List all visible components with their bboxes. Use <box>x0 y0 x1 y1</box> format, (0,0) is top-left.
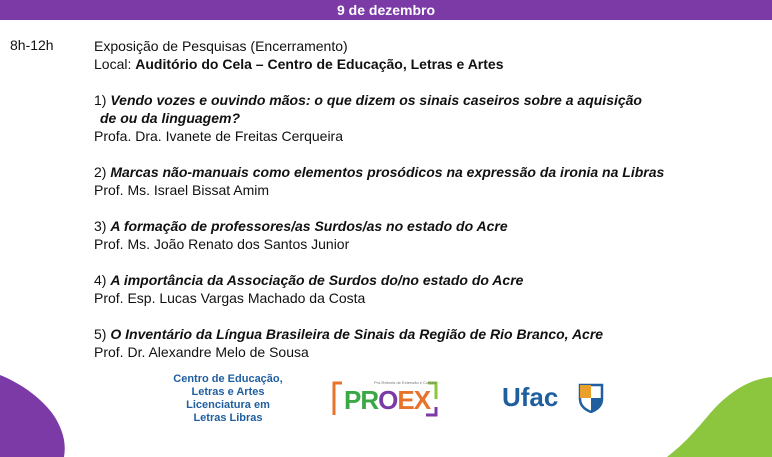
presentation-item-1 <box>94 91 754 145</box>
presentation-number: 3) <box>94 218 111 234</box>
purple-corner-shape <box>0 375 70 457</box>
session-location <box>94 55 754 73</box>
cela-logo-line: Letras e Artes <box>191 386 265 398</box>
session-content <box>94 37 754 361</box>
presentation-number: 2) <box>94 164 111 180</box>
presentation-title-line1: A formação de professores/as Surdos/as no estado do Acre <box>110 218 508 234</box>
location-value: Auditório do Cela – Centro de Educação, Letras e Artes <box>135 56 504 72</box>
presentation-title-line1: Vendo vozes e ouvindo mãos: o que dizem os sinais caseiros sobre a aquisição <box>110 92 642 108</box>
presentation-speaker: Prof. Esp. Lucas Vargas Machado da Costa <box>94 290 366 306</box>
presentation-title-line1: O Inventário da Língua Brasileira de Sinais da Região de Rio Branco, Acre <box>110 326 604 342</box>
presentation-title <box>94 163 754 181</box>
presentation-number: 5) <box>94 326 111 342</box>
proex-wordmark <box>344 385 430 415</box>
session-title: Exposição de Pesquisas (Encerramento) <box>94 38 348 54</box>
proex-part: EX <box>397 385 431 415</box>
presentation-speaker: Profa. Dra. Ivanete de Freitas Cerqueira <box>94 128 344 144</box>
presentation-item-5 <box>94 325 754 361</box>
proex-logo <box>330 377 440 421</box>
presentation-title-line1: Marcas não-manuais como elementos prosódicos na expressão da ironia na Libras <box>110 164 665 180</box>
presentation-title <box>94 271 754 289</box>
presentation-title-line1: A importância da Associação de Surdos do/no estado do Acre <box>110 272 524 288</box>
presentation-title <box>94 91 754 127</box>
presentation-number: 4) <box>94 272 111 288</box>
presentation-title <box>94 325 754 343</box>
proex-part: PR <box>344 385 379 415</box>
cela-logo-line: Letras Libras <box>193 412 263 424</box>
presentation-title <box>94 217 754 235</box>
proex-part: O <box>378 385 398 415</box>
presentation-item-2 <box>94 163 754 199</box>
ufac-wordmark: Ufac <box>502 382 559 412</box>
presentation-speaker: Prof. Dr. Alexandre Melo de Sousa <box>94 344 309 360</box>
presentation-speaker: Prof. Ms. João Renato dos Santos Junior <box>94 236 350 252</box>
shield-icon <box>578 383 604 413</box>
ufac-logo <box>502 381 612 417</box>
location-label: Local: <box>94 56 136 72</box>
session-time: 8h-12h <box>10 37 54 53</box>
date-header: 9 de dezembro <box>0 0 772 20</box>
presentation-item-3 <box>94 217 754 253</box>
presentation-title-line2: de ou da linguagem? <box>100 110 241 126</box>
cela-logo-line: Centro de Educação, <box>173 373 283 385</box>
green-corner-shape <box>667 377 772 457</box>
cela-logo-line: Licenciatura em <box>186 399 270 411</box>
presentation-item-4 <box>94 271 754 307</box>
presentation-number: 1) <box>94 92 111 108</box>
presentation-speaker: Prof. Ms. Israel Bissat Amim <box>94 182 270 198</box>
proex-subtitle: Pró-Reitoria de Extensão e Cultura <box>374 380 437 385</box>
cela-logo <box>168 373 288 425</box>
